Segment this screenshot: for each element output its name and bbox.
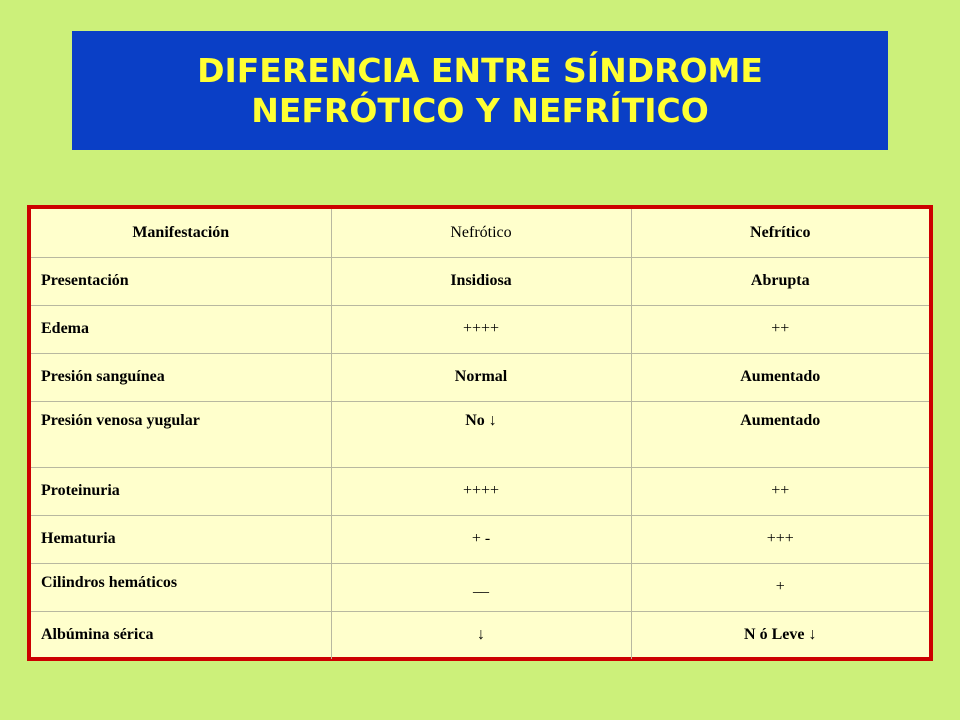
header-manifestacion: Manifestación (31, 209, 331, 257)
row-label: Presentación (31, 257, 331, 305)
row-nefrotico: No ↓ (331, 401, 631, 467)
row-nefrotico: ++++ (331, 467, 631, 515)
row-label: Edema (31, 305, 331, 353)
row-nefritico: +++ (631, 515, 929, 563)
title-line-1: DIFERENCIA ENTRE SÍNDROME (197, 50, 763, 90)
table-row (31, 563, 929, 611)
row-label: Albúmina sérica (31, 611, 331, 659)
table-row (31, 305, 929, 353)
row-nefritico: ++ (631, 305, 929, 353)
row-nefrotico: Insidiosa (331, 257, 631, 305)
row-label: Hematuria (31, 515, 331, 563)
table-row (31, 401, 929, 467)
row-nefrotico: __ (331, 563, 631, 611)
row-label: Presión sanguínea (31, 353, 331, 401)
comparison-table (27, 205, 933, 661)
table-row (31, 257, 929, 305)
row-label: Presión venosa yugular (31, 401, 331, 467)
table-row (31, 353, 929, 401)
row-label: Cilindros hemáticos (31, 563, 331, 611)
row-nefritico: ++ (631, 467, 929, 515)
header-nefrotico: Nefrótico (331, 209, 631, 257)
row-nefritico: N ó Leve ↓ (631, 611, 929, 659)
title-line-2: NEFRÓTICO Y NEFRÍTICO (251, 90, 709, 130)
row-nefritico: + (631, 563, 929, 611)
row-nefritico: Aumentado (631, 401, 929, 467)
row-nefrotico: Normal (331, 353, 631, 401)
table-header-row (31, 209, 929, 257)
row-label: Proteinuria (31, 467, 331, 515)
title-banner (72, 31, 888, 150)
row-nefritico: Aumentado (631, 353, 929, 401)
row-nefrotico: + - (331, 515, 631, 563)
row-nefrotico: ↓ (331, 611, 631, 659)
row-nefritico: Abrupta (631, 257, 929, 305)
table-row (31, 611, 929, 659)
table-row (31, 515, 929, 563)
table-row (31, 467, 929, 515)
header-nefritico: Nefrítico (631, 209, 929, 257)
row-nefrotico: ++++ (331, 305, 631, 353)
